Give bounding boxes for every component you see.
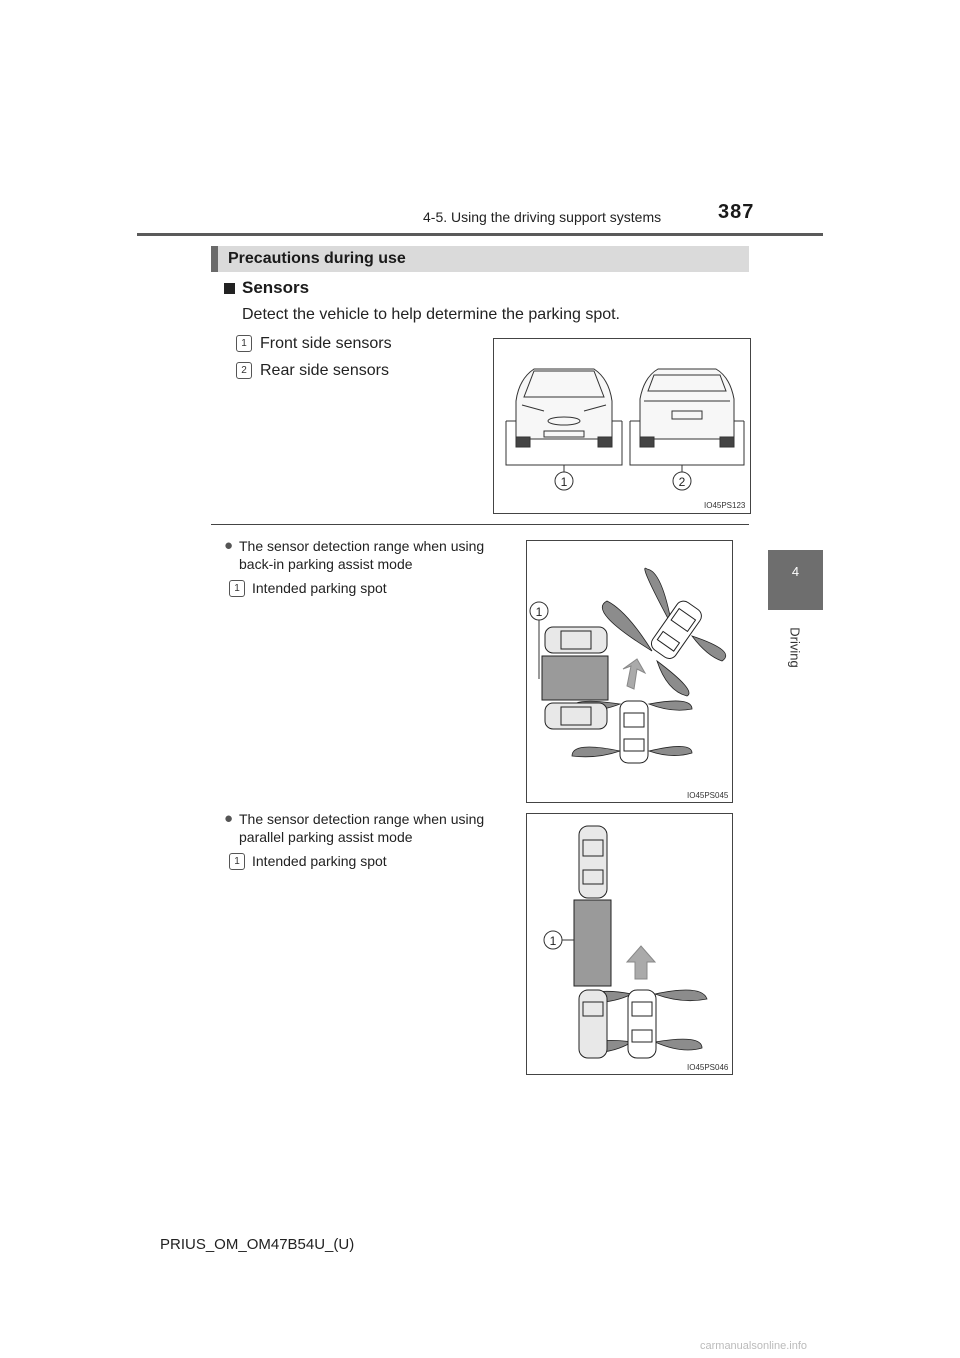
figure-code: IO45PS045 [687, 791, 729, 800]
intended-parking-spot-label: Intended parking spot [252, 853, 387, 869]
direction-arrow-icon [627, 946, 655, 979]
back-in-text-line1: The sensor detection range when using [239, 538, 485, 554]
back-in-text-line2: back-in parking assist mode [239, 556, 413, 572]
parallel-parking-illustration [527, 814, 732, 1074]
intended-parking-spot [574, 900, 611, 986]
parked-car-bottom [545, 703, 607, 729]
square-bullet-icon [224, 283, 235, 294]
callout-1: 1 [560, 475, 568, 489]
rear-side-sensors-label: Rear side sensors [260, 362, 389, 379]
front-side-sensors-label: Front side sensors [260, 335, 392, 352]
back-in-parking-illustration [527, 541, 732, 802]
rear-car-drawing [630, 369, 744, 465]
callout-1: 1 [535, 605, 543, 619]
parallel-text-line1: The sensor detection range when using [239, 811, 485, 827]
section-breadcrumb: 4-5. Using the driving support systems [423, 209, 662, 225]
header-rule [137, 233, 823, 236]
intended-parking-spot-label: Intended parking spot [252, 580, 387, 596]
parallel-figure [526, 813, 733, 1075]
chapter-label: Driving [787, 627, 803, 668]
car-front-rear-illustration [494, 339, 750, 513]
figure-code: IO45PS123 [704, 501, 746, 510]
direction-arrow-icon [623, 659, 645, 689]
item-number-badge: 1 [229, 580, 245, 597]
intended-parking-spot [542, 656, 608, 700]
callout-circles [555, 465, 691, 490]
round-bullet-icon: ● [224, 537, 234, 554]
section-title-bar [211, 246, 749, 272]
item-number-badge: 1 [229, 853, 245, 870]
parallel-text-line2: parallel parking assist mode [239, 829, 413, 845]
divider [211, 524, 749, 525]
parked-car-rear [579, 990, 607, 1058]
parked-car-top [545, 627, 607, 653]
chapter-number: 4 [791, 564, 800, 579]
page-number: 387 [718, 201, 755, 223]
back-in-figure [526, 540, 733, 803]
figure-code: IO45PS046 [687, 1063, 729, 1072]
chapter-tab [768, 550, 823, 610]
callout-1: 1 [549, 934, 557, 948]
callout-2: 2 [678, 475, 686, 489]
own-car [620, 701, 648, 763]
sensors-figure [493, 338, 751, 514]
document-code: PRIUS_OM_OM47B54U_(U) [160, 1236, 355, 1253]
maneuvering-car [648, 598, 704, 662]
parked-car-front [579, 826, 607, 898]
own-car [628, 990, 656, 1058]
section-title: Precautions during use [228, 250, 406, 267]
item-number-badge: 2 [236, 362, 252, 379]
sensors-description: Detect the vehicle to help determine the parking spot. [242, 306, 620, 323]
watermark: carmanualsonline.info [700, 1340, 808, 1352]
round-bullet-icon: ● [224, 810, 234, 827]
sensors-heading: Sensors [242, 278, 310, 297]
item-number-badge: 1 [236, 335, 252, 352]
front-car-drawing [506, 369, 622, 465]
